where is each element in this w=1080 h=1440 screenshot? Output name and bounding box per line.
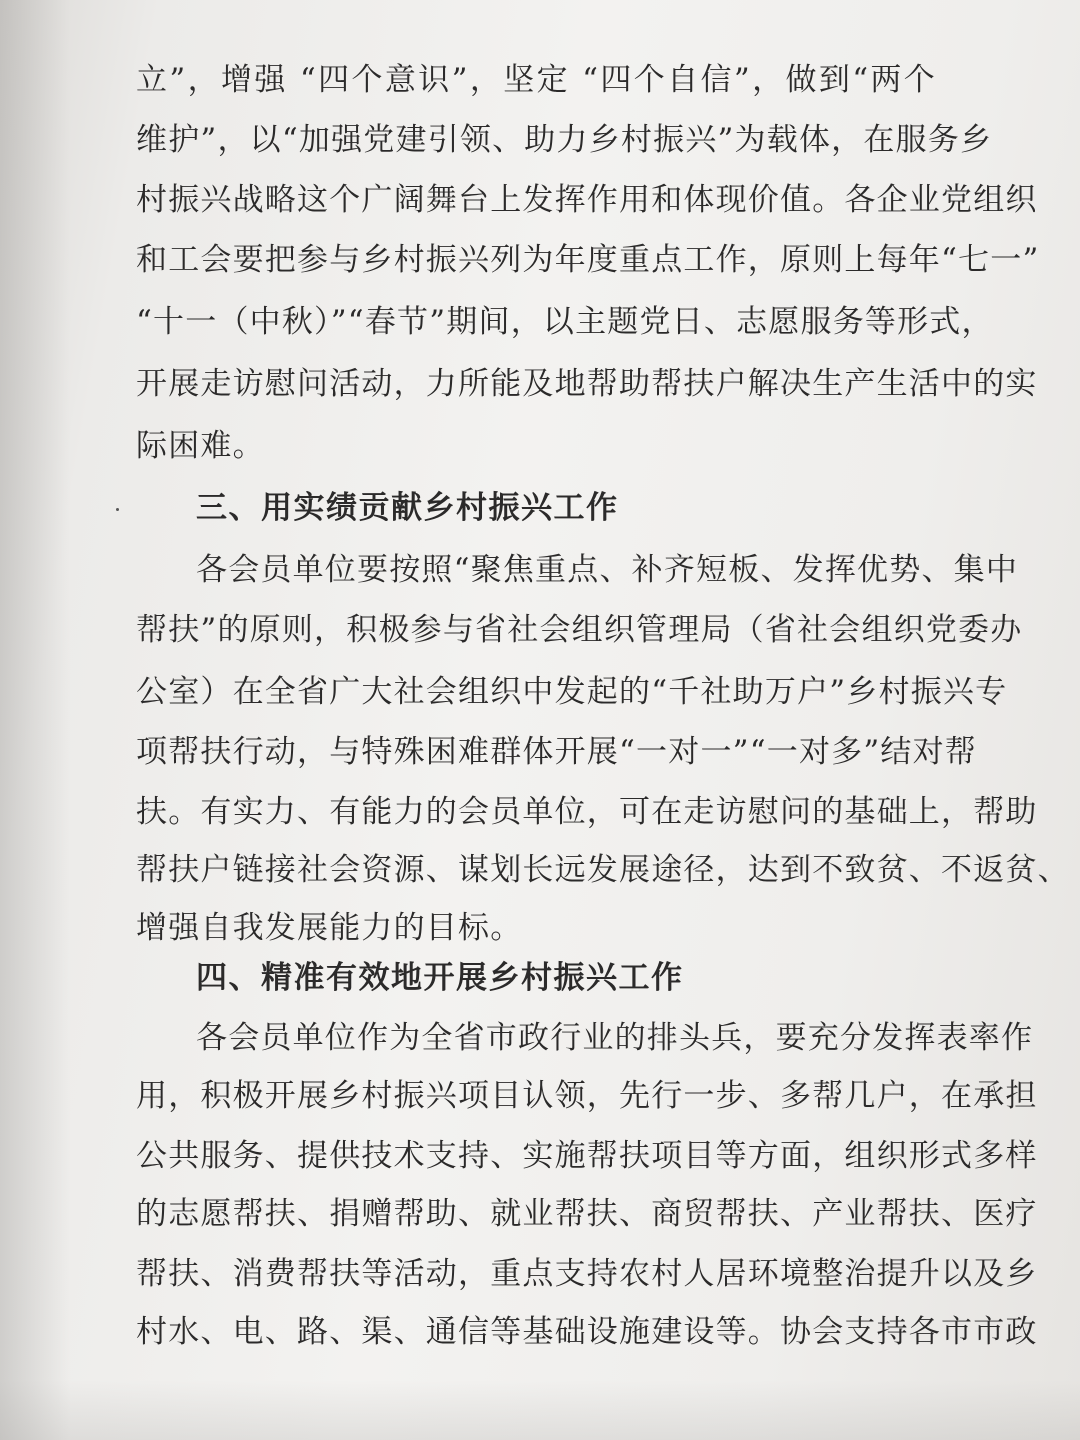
paragraph-2-line: 各会员单位要按照“聚焦重点、补齐短板、发挥优势、集中	[196, 552, 1019, 588]
paragraph-2-line: 公室）在全省广大社会组织中发起的“千社助万户”乡村振兴专	[136, 674, 1008, 710]
paragraph-1-line: 开展走访慰问活动，力所能及地帮助帮扶户解决生产生活中的实	[136, 366, 1038, 402]
paragraph-2-line: 增强自我发展能力的目标。	[136, 910, 523, 946]
section-heading-3: 三、用实绩贡献乡村振兴工作	[196, 490, 619, 526]
paragraph-3-line: 村水、电、路、渠、通信等基础设施建设等。协会支持各市市政	[136, 1314, 1038, 1350]
paragraph-3-line: 的志愿帮扶、捐赠帮助、就业帮扶、商贸帮扶、产业帮扶、医疗	[136, 1196, 1038, 1232]
paragraph-3-line: 公共服务、提供技术支持、实施帮扶项目等方面，组织形式多样	[136, 1138, 1038, 1174]
section-heading-4: 四、精准有效地开展乡村振兴工作	[196, 960, 684, 996]
paragraph-1-line: 立”，增强 “四个意识”，坚定 “四个自信”，做到“两个	[136, 62, 936, 98]
paragraph-1-line: 维护”，以“加强党建引领、助力乡村振兴”为载体，在服务乡	[136, 122, 993, 158]
paper-speck	[116, 508, 119, 511]
page-shadow-left	[0, 0, 70, 1440]
paragraph-2-line: 项帮扶行动，与特殊困难群体开展“一对一”“一对多”结对帮	[136, 734, 977, 770]
paragraph-2-line: 扶。有实力、有能力的会员单位，可在走访慰问的基础上，帮助	[136, 794, 1038, 830]
paragraph-1-line: “十一（中秋）”“春节”期间，以主题党日、志愿服务等形式，	[136, 304, 994, 340]
paragraph-2-line: 帮扶户链接社会资源、谋划长远发展途径，达到不致贫、不返贫、	[136, 852, 1070, 888]
paragraph-2-line: 帮扶”的原则，积极参与省社会组织管理局（省社会组织党委办	[136, 612, 1023, 648]
paragraph-3-line: 帮扶、消费帮扶等活动，重点支持农村人居环境整治提升以及乡	[136, 1256, 1038, 1292]
page-shadow-bottom	[0, 1380, 1080, 1440]
paragraph-3-line: 各会员单位作为全省市政行业的排头兵，要充分发挥表率作	[196, 1020, 1034, 1056]
paragraph-1-line: 和工会要把参与乡村振兴列为年度重点工作，原则上每年“七一”	[136, 242, 1040, 278]
paragraph-1-line: 村振兴战略这个广阔舞台上发挥作用和体现价值。各企业党组织	[136, 182, 1038, 218]
paragraph-3-line: 用，积极开展乡村振兴项目认领，先行一步、多帮几户，在承担	[136, 1078, 1038, 1114]
paragraph-1-line: 际困难。	[136, 428, 265, 464]
